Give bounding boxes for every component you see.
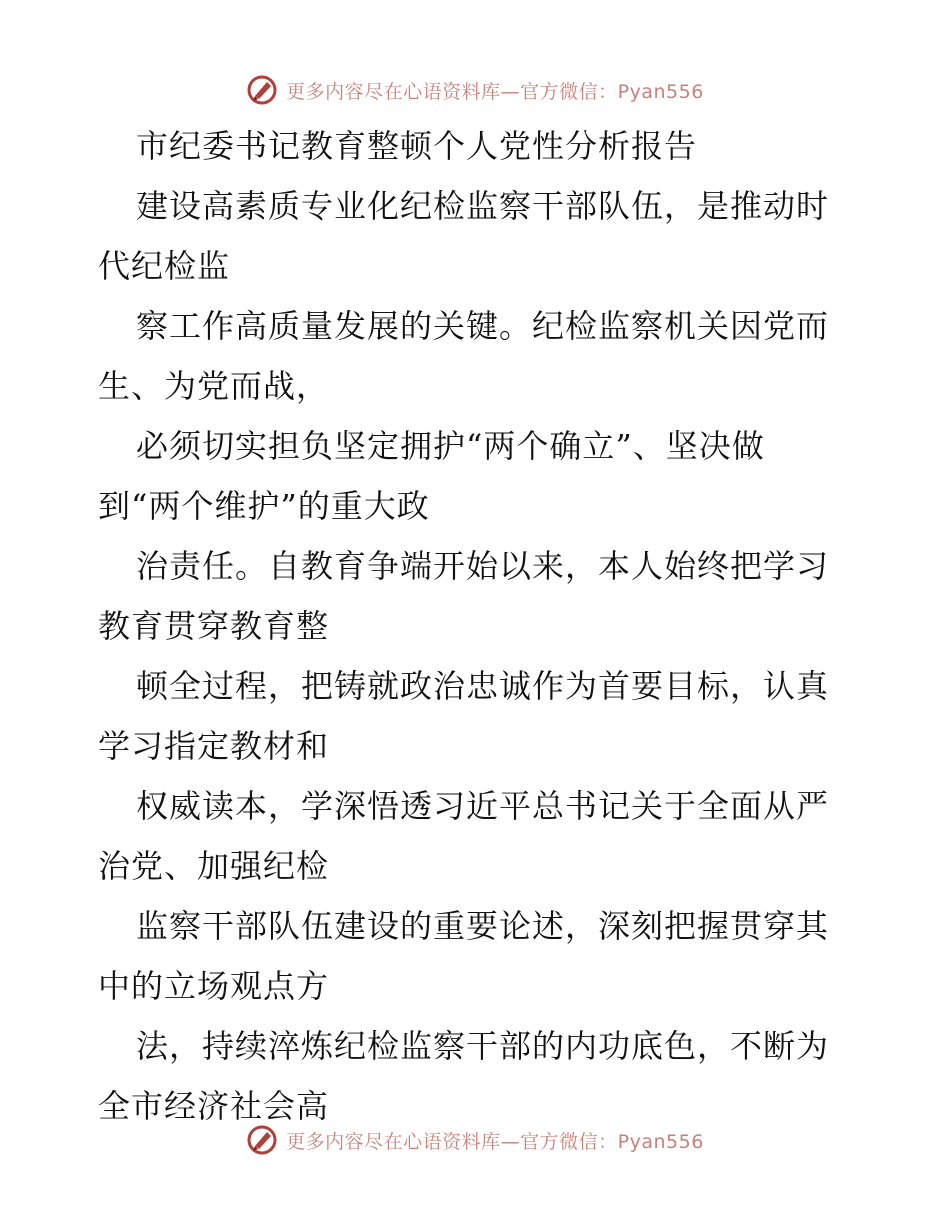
doc-line: 必须切实担负坚定拥护“两个确立”、坚决做 [136,427,765,465]
footer-banner [0,1120,950,1160]
doc-line: 到“两个维护”的重大政 [98,487,430,525]
pen-logo-icon [246,74,278,106]
pen-logo-icon [246,1124,278,1156]
doc-line: 察工作高质量发展的关键。纪检监察机关因党而 [136,307,830,345]
doc-line: 教育贯穿教育整 [98,607,330,645]
header-banner-text: 更多内容尽在心语资料库—官方微信：Pyan556 [286,80,704,103]
header-banner [0,70,950,110]
doc-line: 生、为党而战， [98,367,330,405]
doc-line: 治党、加强纪检 [98,847,330,885]
doc-line: 学习指定教材和 [98,727,330,765]
doc-title: 市纪委书记教育整顿个人党性分析报告 [136,127,698,165]
doc-line: 建设高素质专业化纪检监察干部队伍，是推动时 [136,187,830,225]
doc-line: 顿全过程，把铸就政治忠诚作为首要目标，认真 [136,667,830,705]
footer-banner-text: 更多内容尽在心语资料库—官方微信：Pyan556 [286,1130,704,1153]
doc-line: 治责任。自教育争端开始以来，本人始终把学习 [136,547,830,585]
doc-line: 监察干部队伍建设的重要论述，深刻把握贯穿其 [136,907,830,945]
doc-line: 权威读本，学深悟透习近平总书记关于全面从严 [136,787,830,825]
doc-line: 中的立场观点方 [98,967,330,1005]
doc-line: 全市经济社会高 [98,1087,330,1125]
document-body [98,116,858,1136]
doc-line: 法，持续淬炼纪检监察干部的内功底色，不断为 [136,1027,830,1065]
doc-line: 代纪检监 [98,247,231,285]
